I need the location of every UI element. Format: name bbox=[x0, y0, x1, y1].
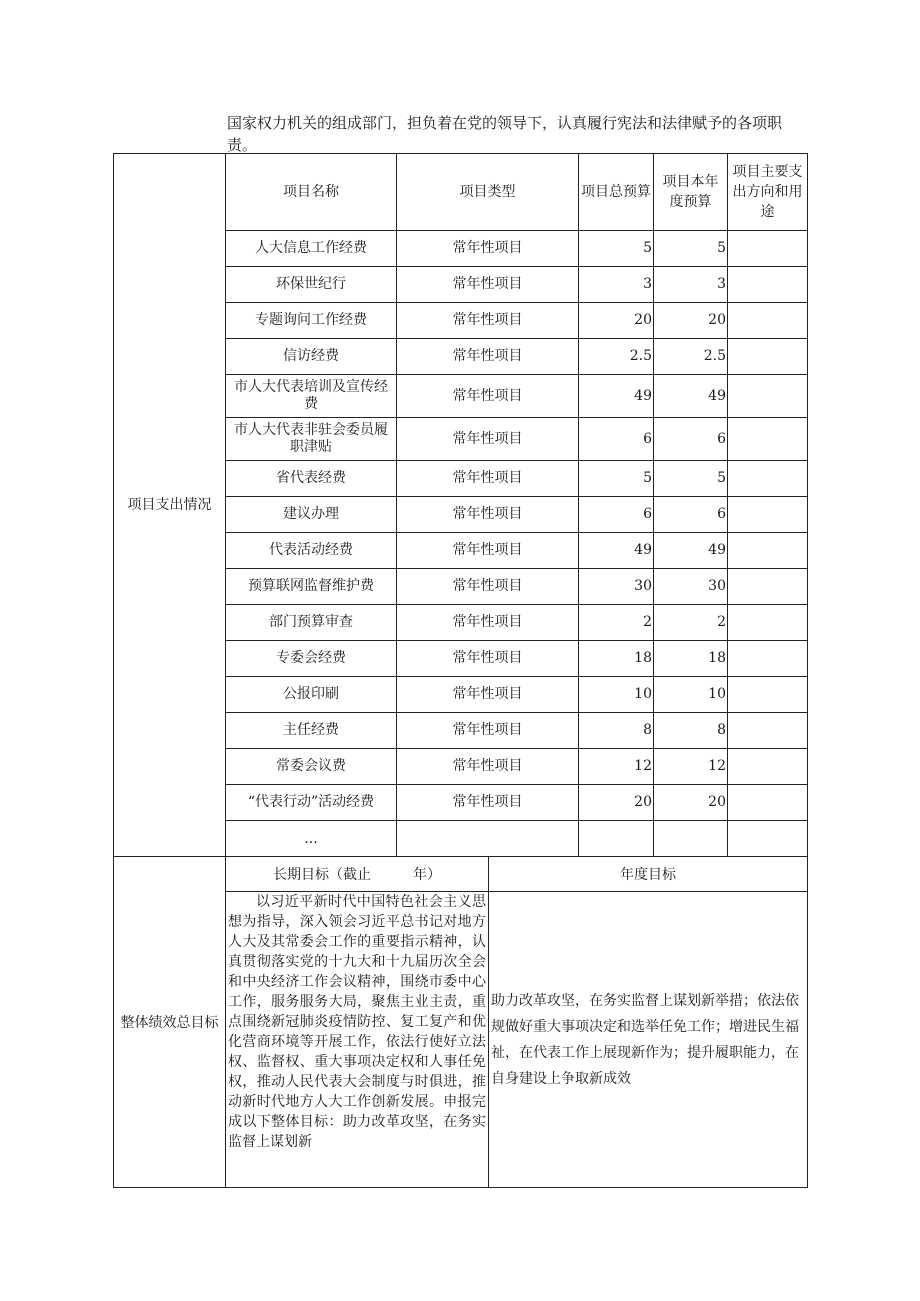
total-budget-cell: 49 bbox=[579, 375, 654, 418]
annual-goal-text: 助力改革攻坚，在务实监督上谋划新举措；依法依规做好重大事项决定和选举任免工作；增进民生福祉，在代表工作上展现新作为；提升履职能力，在自身建设上争取新成效 bbox=[489, 892, 808, 1188]
project-name-cell: 预算联网监督维护费 bbox=[226, 569, 397, 605]
project-name-cell: 环保世纪行 bbox=[226, 267, 397, 303]
annual-budget-cell: 2.5 bbox=[654, 339, 728, 375]
total-budget-cell: 12 bbox=[579, 749, 654, 785]
project-name-cell: 专委会经费 bbox=[226, 641, 397, 677]
purpose-cell bbox=[728, 375, 808, 418]
project-name-cell: 省代表经费 bbox=[226, 461, 397, 497]
purpose-cell bbox=[728, 533, 808, 569]
project-type-cell: 常年性项目 bbox=[397, 231, 579, 267]
purpose-cell bbox=[728, 749, 808, 785]
total-budget-cell: 18 bbox=[579, 641, 654, 677]
project-name-cell: 建议办理 bbox=[226, 497, 397, 533]
long-term-goal-header: 长期目标（截止 年） bbox=[226, 857, 489, 892]
project-name-cell: 主任经费 bbox=[226, 713, 397, 749]
purpose-cell bbox=[728, 267, 808, 303]
header-purpose: 项目主要支出方向和用途 bbox=[728, 154, 808, 231]
ellipsis-cell: ... bbox=[226, 821, 397, 857]
purpose-cell bbox=[728, 231, 808, 267]
total-budget-cell: 20 bbox=[579, 303, 654, 339]
empty-cell bbox=[579, 821, 654, 857]
annual-budget-cell: 5 bbox=[654, 461, 728, 497]
total-budget-cell: 8 bbox=[579, 713, 654, 749]
purpose-cell bbox=[728, 785, 808, 821]
header-project-name: 项目名称 bbox=[226, 154, 397, 231]
project-name-cell: 市人大代表培训及宣传经费 bbox=[226, 375, 397, 418]
purpose-cell bbox=[728, 303, 808, 339]
project-name-cell: 信访经费 bbox=[226, 339, 397, 375]
total-budget-cell: 3 bbox=[579, 267, 654, 303]
goals-header-row bbox=[114, 857, 808, 892]
project-type-cell: 常年性项目 bbox=[397, 569, 579, 605]
section-label-overall-goals: 整体绩效总目标 bbox=[114, 857, 226, 1188]
annual-budget-cell: 3 bbox=[654, 267, 728, 303]
project-name-cell: 人大信息工作经费 bbox=[226, 231, 397, 267]
annual-budget-cell: 5 bbox=[654, 231, 728, 267]
project-type-cell: 常年性项目 bbox=[397, 303, 579, 339]
total-budget-cell: 5 bbox=[579, 461, 654, 497]
empty-cell bbox=[397, 821, 579, 857]
annual-budget-cell: 12 bbox=[654, 749, 728, 785]
annual-budget-cell: 8 bbox=[654, 713, 728, 749]
annual-budget-cell: 18 bbox=[654, 641, 728, 677]
total-budget-cell: 5 bbox=[579, 231, 654, 267]
annual-budget-cell: 20 bbox=[654, 785, 728, 821]
header-total-budget: 项目总预算 bbox=[579, 154, 654, 231]
purpose-cell bbox=[728, 677, 808, 713]
total-budget-cell: 6 bbox=[579, 418, 654, 461]
annual-budget-cell: 30 bbox=[654, 569, 728, 605]
annual-budget-cell: 2 bbox=[654, 605, 728, 641]
total-budget-cell: 30 bbox=[579, 569, 654, 605]
project-name-cell: 部门预算审查 bbox=[226, 605, 397, 641]
project-type-cell: 常年性项目 bbox=[397, 461, 579, 497]
empty-cell bbox=[654, 821, 728, 857]
purpose-cell bbox=[728, 713, 808, 749]
header-annual-budget: 项目本年度预算 bbox=[654, 154, 728, 231]
project-type-cell: 常年性项目 bbox=[397, 533, 579, 569]
project-type-cell: 常年性项目 bbox=[397, 339, 579, 375]
project-type-cell: 常年性项目 bbox=[397, 267, 579, 303]
annual-budget-cell: 6 bbox=[654, 418, 728, 461]
purpose-cell bbox=[728, 497, 808, 533]
annual-budget-cell: 49 bbox=[654, 533, 728, 569]
intro-paragraph: 国家权力机关的组成部门，担负着在党的领导下，认真履行宪法和法律赋予的各项职责。 bbox=[227, 114, 783, 154]
purpose-cell bbox=[728, 641, 808, 677]
project-type-cell: 常年性项目 bbox=[397, 641, 579, 677]
total-budget-cell: 2.5 bbox=[579, 339, 654, 375]
total-budget-cell: 49 bbox=[579, 533, 654, 569]
project-type-cell: 常年性项目 bbox=[397, 605, 579, 641]
project-name-cell: 代表活动经费 bbox=[226, 533, 397, 569]
header-project-type: 项目类型 bbox=[397, 154, 579, 231]
purpose-cell bbox=[728, 339, 808, 375]
total-budget-cell: 2 bbox=[579, 605, 654, 641]
long-term-goal-text: 以习近平新时代中国特色社会主义思想为指导，深入领会习近平总书记对地方人大及其常委会工作的重要指示精神，认真贯彻落实党的十九大和十九届历次全会和中央经济工作会议精神，围绕市委中心工作，服务服务大局，聚焦主业主责，重点围绕新冠肺炎疫情防控、复工复产和优化营商环境等开展工作，依法行使好立法权、监督权、重大事项决定权和人事任免权，推动人民代表大会制度与时俱进，推动新时代地方人大工作创新发展。申报完成以下整体目标：助力改革攻坚，在务实监督上谋划新 bbox=[226, 892, 489, 1188]
project-type-cell: 常年性项目 bbox=[397, 375, 579, 418]
project-name-cell: “代表行动”活动经费 bbox=[226, 785, 397, 821]
annual-budget-cell: 10 bbox=[654, 677, 728, 713]
project-type-cell: 常年性项目 bbox=[397, 677, 579, 713]
project-name-cell: 常委会议费 bbox=[226, 749, 397, 785]
total-budget-cell: 20 bbox=[579, 785, 654, 821]
project-type-cell: 常年性项目 bbox=[397, 749, 579, 785]
annual-goal-header: 年度目标 bbox=[489, 857, 808, 892]
purpose-cell bbox=[728, 461, 808, 497]
empty-cell bbox=[728, 821, 808, 857]
purpose-cell bbox=[728, 569, 808, 605]
project-type-cell: 常年性项目 bbox=[397, 418, 579, 461]
project-type-cell: 常年性项目 bbox=[397, 497, 579, 533]
budget-table bbox=[113, 153, 808, 1188]
project-type-cell: 常年性项目 bbox=[397, 713, 579, 749]
annual-budget-cell: 6 bbox=[654, 497, 728, 533]
table-header-row bbox=[114, 154, 808, 231]
project-type-cell: 常年性项目 bbox=[397, 785, 579, 821]
purpose-cell bbox=[728, 418, 808, 461]
annual-budget-cell: 20 bbox=[654, 303, 728, 339]
total-budget-cell: 10 bbox=[579, 677, 654, 713]
annual-budget-cell: 49 bbox=[654, 375, 728, 418]
project-name-cell: 公报印刷 bbox=[226, 677, 397, 713]
purpose-cell bbox=[728, 605, 808, 641]
section-label-project-spending: 项目支出情况 bbox=[114, 154, 226, 857]
total-budget-cell: 6 bbox=[579, 497, 654, 533]
project-name-cell: 专题询问工作经费 bbox=[226, 303, 397, 339]
project-name-cell: 市人大代表非驻会委员履职津贴 bbox=[226, 418, 397, 461]
